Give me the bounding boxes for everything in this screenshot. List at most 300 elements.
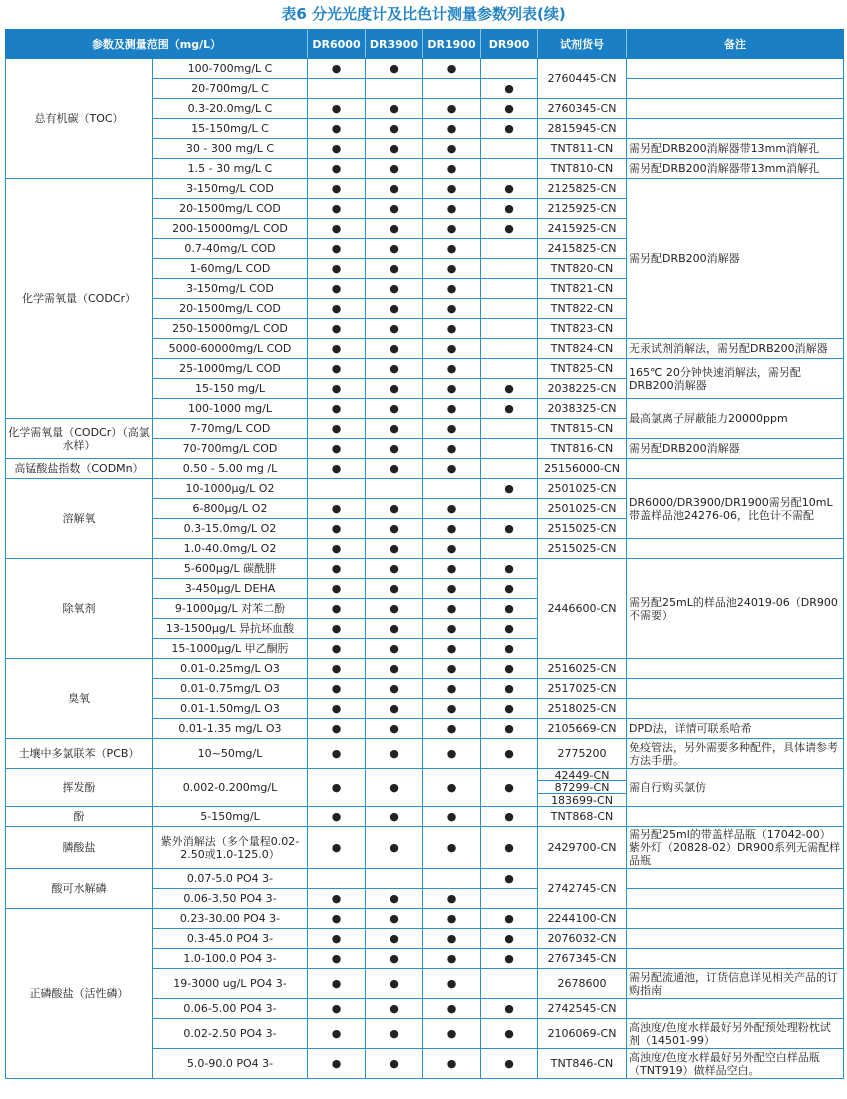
table-row [6,179,844,199]
parameter-table [5,29,844,1079]
supported-dot: ● [423,119,481,139]
supported-dot: ● [366,319,423,339]
supported-dot: ● [481,929,538,949]
table-row [6,59,844,79]
parameter-name: 化学需氧量（CODCr） [6,179,153,419]
supported-dot: ● [308,909,366,929]
supported-dot: ● [308,299,366,319]
supported-dot: ● [481,179,538,199]
remark: 需另配流通池，订货信息详见相关产品的订购指南 [627,969,844,999]
remark: 需另配25mL的样品池24019-06（DR900不需要） [627,559,844,659]
empty-cell [481,459,538,479]
remark: 需另配25ml的带盖样品瓶（17042-00）紫外灯（20828-02）DR900系列无需配样品瓶 [627,827,844,869]
supported-dot: ● [423,769,481,807]
header-row [6,30,844,59]
supported-dot: ● [366,807,423,827]
supported-dot: ● [308,949,366,969]
parameter-name: 膦酸盐 [6,827,153,869]
parameter-name: 总有机碳（TOC） [6,59,153,179]
supported-dot: ● [423,59,481,79]
reagent-code: TNT821-CN [538,279,627,299]
supported-dot: ● [481,827,538,869]
empty-cell [366,79,423,99]
reagent-code: 2038225-CN [538,379,627,399]
reagent-code: TNT820-CN [538,259,627,279]
table-row [6,807,844,827]
measurement-range: 3-150mg/L COD [153,279,308,299]
supported-dot: ● [366,949,423,969]
supported-dot: ● [481,699,538,719]
supported-dot: ● [423,539,481,559]
measurement-range: 3-450μg/L DEHA [153,579,308,599]
supported-dot: ● [423,909,481,929]
remark [627,699,844,719]
supported-dot: ● [423,439,481,459]
supported-dot: ● [366,359,423,379]
supported-dot: ● [366,459,423,479]
parameter-name: 化学需氧量（CODCr）（高氯水样） [6,419,153,459]
supported-dot: ● [308,719,366,739]
measurement-range: 0.01-1.50mg/L O3 [153,699,308,719]
empty-cell [423,479,481,499]
supported-dot: ● [366,339,423,359]
supported-dot: ● [366,199,423,219]
reagent-code: 2501025-CN [538,499,627,519]
supported-dot: ● [481,1049,538,1079]
supported-dot: ● [308,639,366,659]
supported-dot: ● [481,379,538,399]
measurement-range: 15-1000μg/L 甲乙酮肟 [153,639,308,659]
supported-dot: ● [308,659,366,679]
measurement-range: 250-15000mg/L COD [153,319,308,339]
supported-dot: ● [366,99,423,119]
reagent-code: 2415825-CN [538,239,627,259]
measurement-range: 6-800μg/L O2 [153,499,308,519]
reagent-code-group [538,769,627,807]
remark: 需另配DRB200消解器 [627,439,844,459]
supported-dot: ● [308,319,366,339]
remark [627,949,844,969]
reagent-code: 42449-CN [554,769,610,782]
supported-dot: ● [308,459,366,479]
supported-dot: ● [481,639,538,659]
supported-dot: ● [423,339,481,359]
supported-dot: ● [308,99,366,119]
supported-dot: ● [423,239,481,259]
empty-cell [308,479,366,499]
supported-dot: ● [481,659,538,679]
supported-dot: ● [423,739,481,769]
measurement-range: 0.01-0.75mg/L O3 [153,679,308,699]
measurement-range: 15-150mg/L C [153,119,308,139]
parameter-name: 臭氧 [6,659,153,739]
measurement-range: 25-1000mg/L COD [153,359,308,379]
remark [627,459,844,479]
supported-dot: ● [308,519,366,539]
reagent-code: 2516025-CN [538,659,627,679]
empty-cell [481,969,538,999]
header-dr3900: DR3900 [366,30,423,59]
supported-dot: ● [308,59,366,79]
supported-dot: ● [366,379,423,399]
empty-cell [481,59,538,79]
reagent-code: TNT825-CN [538,359,627,379]
supported-dot: ● [423,619,481,639]
supported-dot: ● [366,179,423,199]
remark: 165℃ 20分钟快速消解法，需另配DRB200消解器 [627,359,844,399]
table-title: 表6 分光光度计及比色计测量参数列表(续) [281,5,566,23]
supported-dot: ● [481,519,538,539]
measurement-range: 0.23-30.00 PO4 3- [153,909,308,929]
supported-dot: ● [366,969,423,999]
header-dr900: DR900 [481,30,538,59]
reagent-code: 2760345-CN [538,99,627,119]
measurement-range: 15-150 mg/L [153,379,308,399]
supported-dot: ● [481,869,538,889]
remark [627,999,844,1019]
supported-dot: ● [308,539,366,559]
supported-dot: ● [423,699,481,719]
reagent-code: TNT846-CN [538,1049,627,1079]
empty-cell [481,539,538,559]
supported-dot: ● [366,769,423,807]
header-dr6000: DR6000 [308,30,366,59]
empty-cell [308,869,366,889]
table-row [6,769,844,807]
reagent-code: 2415925-CN [538,219,627,239]
measurement-range: 0.06-5.00 PO4 3- [153,999,308,1019]
measurement-range: 0.3-15.0mg/L O2 [153,519,308,539]
supported-dot: ● [308,739,366,769]
supported-dot: ● [481,679,538,699]
reagent-code: 2038325-CN [538,399,627,419]
remark: 需另配DRB200消解器 [627,179,844,339]
measurement-range: 20-700mg/L C [153,79,308,99]
supported-dot: ● [366,439,423,459]
table-row [6,739,844,769]
supported-dot: ● [308,279,366,299]
empty-cell [481,139,538,159]
header-reagent-code: 试剂货号 [538,30,627,59]
remark: 高浊度/色度水样最好另外配空白样品瓶（TNT919）做样品空白。 [627,1049,844,1079]
reagent-code: 2742545-CN [538,999,627,1019]
reagent-code: 25156000-CN [538,459,627,479]
supported-dot: ● [308,499,366,519]
supported-dot: ● [423,319,481,339]
supported-dot: ● [366,579,423,599]
supported-dot: ● [423,359,481,379]
supported-dot: ● [366,139,423,159]
supported-dot: ● [308,239,366,259]
supported-dot: ● [308,1049,366,1079]
reagent-code: 2515025-CN [538,539,627,559]
supported-dot: ● [308,769,366,807]
measurement-range: 19-3000 ug/L PO4 3- [153,969,308,999]
supported-dot: ● [366,719,423,739]
empty-cell [481,299,538,319]
measurement-range: 7-70mg/L COD [153,419,308,439]
supported-dot: ● [308,579,366,599]
supported-dot: ● [366,279,423,299]
supported-dot: ● [366,539,423,559]
measurement-range: 9-1000μg/L 对苯二酚 [153,599,308,619]
supported-dot: ● [481,79,538,99]
parameter-name: 正磷酸盐（活性磷） [6,909,153,1079]
supported-dot: ● [423,1049,481,1079]
supported-dot: ● [423,159,481,179]
supported-dot: ● [481,1019,538,1049]
measurement-range: 0.3-20.0mg/L C [153,99,308,119]
measurement-range: 20-1500mg/L COD [153,299,308,319]
supported-dot: ● [481,739,538,769]
measurement-range: 100-1000 mg/L [153,399,308,419]
supported-dot: ● [366,639,423,659]
remark [627,889,844,909]
measurement-range: 5-600μg/L 碳酰肼 [153,559,308,579]
reagent-code: 2076032-CN [538,929,627,949]
supported-dot: ● [366,419,423,439]
measurement-range: 1.0-40.0mg/L O2 [153,539,308,559]
supported-dot: ● [366,519,423,539]
supported-dot: ● [308,339,366,359]
header-param: 参数及测量范围（mg/L） [6,30,308,59]
remark [627,99,844,119]
empty-cell [481,889,538,909]
supported-dot: ● [308,379,366,399]
supported-dot: ● [308,199,366,219]
supported-dot: ● [423,279,481,299]
supported-dot: ● [308,179,366,199]
empty-cell [366,869,423,889]
measurement-range: 1-60mg/L COD [153,259,308,279]
parameter-name: 除氧剂 [6,559,153,659]
supported-dot: ● [481,119,538,139]
supported-dot: ● [308,807,366,827]
remark: DR6000/DR3900/DR1900需另配10mL带盖样品池24276-06，比色计不需配 [627,479,844,539]
parameter-name: 挥发酚 [6,769,153,807]
reagent-code: 2515025-CN [538,519,627,539]
supported-dot: ● [308,559,366,579]
remark [627,929,844,949]
reagent-code: 2106069-CN [538,1019,627,1049]
supported-dot: ● [481,219,538,239]
measurement-range: 1.5 - 30 mg/L C [153,159,308,179]
empty-cell [423,869,481,889]
supported-dot: ● [308,439,366,459]
supported-dot: ● [423,419,481,439]
measurement-range: 0.01-1.35 mg/L O3 [153,719,308,739]
supported-dot: ● [481,599,538,619]
supported-dot: ● [481,579,538,599]
supported-dot: ● [481,807,538,827]
empty-cell [481,259,538,279]
supported-dot: ● [308,969,366,999]
reagent-code: 2446600-CN [538,559,627,659]
supported-dot: ● [366,889,423,909]
reagent-code: 2815945-CN [538,119,627,139]
measurement-range: 0.02-2.50 PO4 3- [153,1019,308,1049]
supported-dot: ● [308,827,366,869]
remark: 需自行购买氯仿 [627,769,844,807]
remark [627,119,844,139]
supported-dot: ● [366,699,423,719]
remark: 需另配DRB200消解器带13mm消解孔 [627,139,844,159]
empty-cell [481,439,538,459]
reagent-code: 2105669-CN [538,719,627,739]
table-row [6,459,844,479]
empty-cell [481,339,538,359]
reagent-code: TNT823-CN [538,319,627,339]
parameter-name: 高锰酸盐指数（CODMn） [6,459,153,479]
supported-dot: ● [423,399,481,419]
supported-dot: ● [366,739,423,769]
supported-dot: ● [423,889,481,909]
supported-dot: ● [481,909,538,929]
supported-dot: ● [308,399,366,419]
supported-dot: ● [366,619,423,639]
supported-dot: ● [366,599,423,619]
measurement-range: 30 - 300 mg/L C [153,139,308,159]
reagent-code: 2125825-CN [538,179,627,199]
reagent-code: 2678600 [538,969,627,999]
supported-dot: ● [481,999,538,1019]
measurement-range: 13-1500μg/L 异抗坏血酸 [153,619,308,639]
supported-dot: ● [423,969,481,999]
reagent-code: 2244100-CN [538,909,627,929]
measurement-range: 3-150mg/L COD [153,179,308,199]
measurement-range: 0.07-5.0 PO4 3- [153,869,308,889]
parameter-name: 溶解氧 [6,479,153,559]
reagent-code: TNT810-CN [538,159,627,179]
measurement-range: 0.002-0.200mg/L [153,769,308,807]
supported-dot: ● [423,1019,481,1049]
supported-dot: ● [481,769,538,807]
reagent-code: TNT822-CN [538,299,627,319]
remark [627,679,844,699]
supported-dot: ● [366,399,423,419]
supported-dot: ● [423,719,481,739]
empty-cell [481,359,538,379]
remark: 最高氯离子屏蔽能力20000ppm [627,399,844,439]
empty-cell [481,239,538,259]
supported-dot: ● [481,719,538,739]
supported-dot: ● [308,679,366,699]
parameter-name: 酸可水解磷 [6,869,153,909]
supported-dot: ● [423,659,481,679]
supported-dot: ● [308,999,366,1019]
supported-dot: ● [366,299,423,319]
empty-cell [308,79,366,99]
reagent-code: TNT816-CN [538,439,627,459]
remark: 高浊度/色度水样最好另外配预处理粉枕试剂（14501-99） [627,1019,844,1049]
supported-dot: ● [308,119,366,139]
measurement-range: 10~50mg/L [153,739,308,769]
supported-dot: ● [366,827,423,869]
remark: 无汞试剂消解法，需另配DRB200消解器 [627,339,844,359]
reagent-code: 2742745-CN [538,869,627,909]
empty-cell [366,479,423,499]
measurement-range: 0.50 - 5.00 mg /L [153,459,308,479]
remark [627,659,844,679]
supported-dot: ● [481,399,538,419]
measurement-range: 0.7-40mg/L COD [153,239,308,259]
measurement-range: 1.0-100.0 PO4 3- [153,949,308,969]
reagent-code: 2125925-CN [538,199,627,219]
reagent-code: TNT811-CN [538,139,627,159]
supported-dot: ● [423,679,481,699]
supported-dot: ● [423,579,481,599]
table-row [6,827,844,869]
remark [627,909,844,929]
header-remarks: 备注 [627,30,844,59]
remark [627,79,844,99]
supported-dot: ● [366,1049,423,1079]
measurement-range: 200-15000mg/L COD [153,219,308,239]
supported-dot: ● [423,949,481,969]
supported-dot: ● [308,889,366,909]
supported-dot: ● [308,699,366,719]
supported-dot: ● [366,559,423,579]
reagent-code: 2775200 [538,739,627,769]
supported-dot: ● [366,1019,423,1049]
header-dr1900: DR1900 [423,30,481,59]
supported-dot: ● [308,159,366,179]
supported-dot: ● [481,479,538,499]
empty-cell [481,499,538,519]
parameter-name: 酚 [6,807,153,827]
measurement-range: 20-1500mg/L COD [153,199,308,219]
measurement-range: 5-150mg/L [153,807,308,827]
reagent-code: 2760445-CN [538,59,627,99]
empty-cell [481,419,538,439]
supported-dot: ● [423,519,481,539]
supported-dot: ● [423,219,481,239]
empty-cell [481,159,538,179]
remark [627,539,844,559]
supported-dot: ● [308,139,366,159]
supported-dot: ● [308,219,366,239]
remark [627,59,844,79]
supported-dot: ● [423,639,481,659]
supported-dot: ● [366,929,423,949]
remark: DPD法，详情可联系哈希 [627,719,844,739]
table-row [6,909,844,929]
supported-dot: ● [481,949,538,969]
table-row [6,659,844,679]
supported-dot: ● [423,499,481,519]
reagent-code: 87299-CN [538,780,626,793]
supported-dot: ● [366,679,423,699]
remark [627,869,844,889]
remark: 需另配DRB200消解器带13mm消解孔 [627,159,844,179]
supported-dot: ● [308,599,366,619]
measurement-range: 0.3-45.0 PO4 3- [153,929,308,949]
measurement-range: 5000-60000mg/L COD [153,339,308,359]
measurement-range: 0.06-3.50 PO4 3- [153,889,308,909]
supported-dot: ● [423,827,481,869]
supported-dot: ● [366,159,423,179]
reagent-code: TNT868-CN [538,807,627,827]
reagent-code: 2429700-CN [538,827,627,869]
supported-dot: ● [423,929,481,949]
supported-dot: ● [366,659,423,679]
supported-dot: ● [308,259,366,279]
empty-cell [423,79,481,99]
supported-dot: ● [481,559,538,579]
supported-dot: ● [366,219,423,239]
empty-cell [481,319,538,339]
reagent-code: 2518025-CN [538,699,627,719]
